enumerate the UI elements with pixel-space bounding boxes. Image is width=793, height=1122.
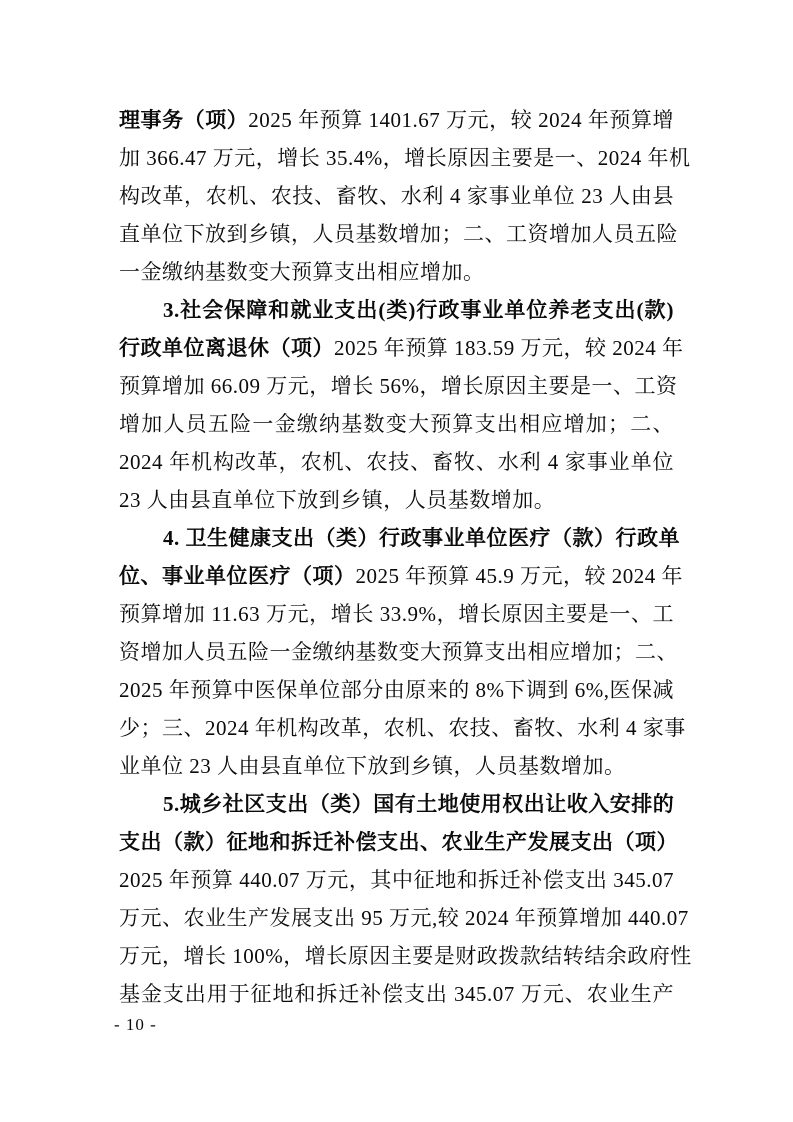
inline-heading-text: 理事务（项） (119, 108, 249, 132)
body-text: 2025 年预算 440.07 万元，其中征地和拆迁补偿支出 345.07 (119, 868, 674, 892)
text-line (119, 139, 691, 177)
text-line (119, 177, 674, 215)
text-line (119, 671, 674, 709)
inline-heading-text: 3.社会保障和就业支出(类)行政事业单位养老支出(款) (163, 298, 674, 322)
body-text: 构改革，农机、农技、畜牧、水利 4 家事业单位 23 人由县 (119, 184, 674, 208)
body-text: 少；三、2024 年机构改革，农机、农技、畜牧、水利 4 家事 (119, 716, 686, 740)
body-text: 直单位下放到乡镇，人员基数增加；二、工资增加人员五险 (119, 222, 678, 246)
text-line (119, 633, 678, 671)
body-text: 23 人由县直单位下放到乡镇，人员基数增加。 (119, 488, 556, 512)
body-text: 预算增加 11.63 万元，增长 33.9%，增长原因主要是一、工 (119, 602, 674, 626)
body-text: 加 366.47 万元，增长 35.4%，增长原因主要是一、2024 年机 (119, 146, 691, 170)
text-line (119, 937, 692, 975)
text-line (119, 405, 674, 443)
body-text: 基金支出用于征地和拆迁补偿支出 345.07 万元、农业生产 (119, 982, 674, 1006)
text-line (119, 481, 674, 519)
body-text: 2025 年预算 45.9 万元，较 2024 年 (355, 564, 683, 588)
text-line (119, 823, 678, 861)
inline-heading-text: 4. 卫生健康支出（类）行政事业单位医疗（款）行政单 (163, 526, 680, 550)
text-line (119, 101, 674, 139)
body-text: 增加人员五险一金缴纳基数变大预算支出相应增加；二、 (119, 412, 674, 436)
body-text: 万元、农业生产发展支出 95 万元,较 2024 年预算增加 440.07 (119, 906, 689, 930)
text-line (119, 595, 674, 633)
text-line (119, 975, 674, 1013)
body-text: 一金缴纳基数变大预算支出相应增加。 (119, 260, 485, 284)
body-text: 万元，增长 100%，增长原因主要是财政拨款结转结余政府性 (119, 944, 692, 968)
text-line (119, 367, 678, 405)
inline-heading-text: 5.城乡社区支出（类）国有土地使用权出让收入安排的 (163, 792, 675, 816)
text-line (119, 709, 686, 747)
text-line (119, 747, 674, 785)
page-number: - 10 - (114, 1015, 157, 1034)
text-line (119, 253, 674, 291)
text-line (119, 861, 674, 899)
body-text: 业单位 23 人由县直单位下放到乡镇，人员基数增加。 (119, 754, 626, 778)
body-text: 2025 年预算 183.59 万元，较 2024 年 (334, 336, 684, 360)
inline-heading-text: 位、事业单位医疗（项） (119, 564, 356, 588)
body-text: 2025 年预算 1401.67 万元，较 2024 年预算增 (248, 108, 675, 132)
text-line (119, 329, 684, 367)
inline-heading-text: 行政单位离退休（项） (119, 336, 334, 360)
inline-heading-text: 支出（款）征地和拆迁补偿支出、农业生产发展支出（项） (119, 830, 678, 854)
text-line (119, 557, 683, 595)
body-text: 预算增加 66.09 万元，增长 56%，增长原因主要是一、工资 (119, 374, 678, 398)
body-text: 2024 年机构改革，农机、农技、畜牧、水利 4 家事业单位 (119, 450, 674, 474)
text-line (119, 899, 689, 937)
body-text: 资增加人员五险一金缴纳基数变大预算支出相应增加；二、 (119, 640, 678, 664)
text-line (119, 443, 674, 481)
text-line (119, 291, 674, 329)
document-body (119, 101, 692, 1013)
text-line (119, 215, 678, 253)
body-text: 2025 年预算中医保单位部分由原来的 8%下调到 6%,医保减 (119, 678, 674, 702)
text-line (119, 785, 674, 823)
text-line (119, 519, 680, 557)
